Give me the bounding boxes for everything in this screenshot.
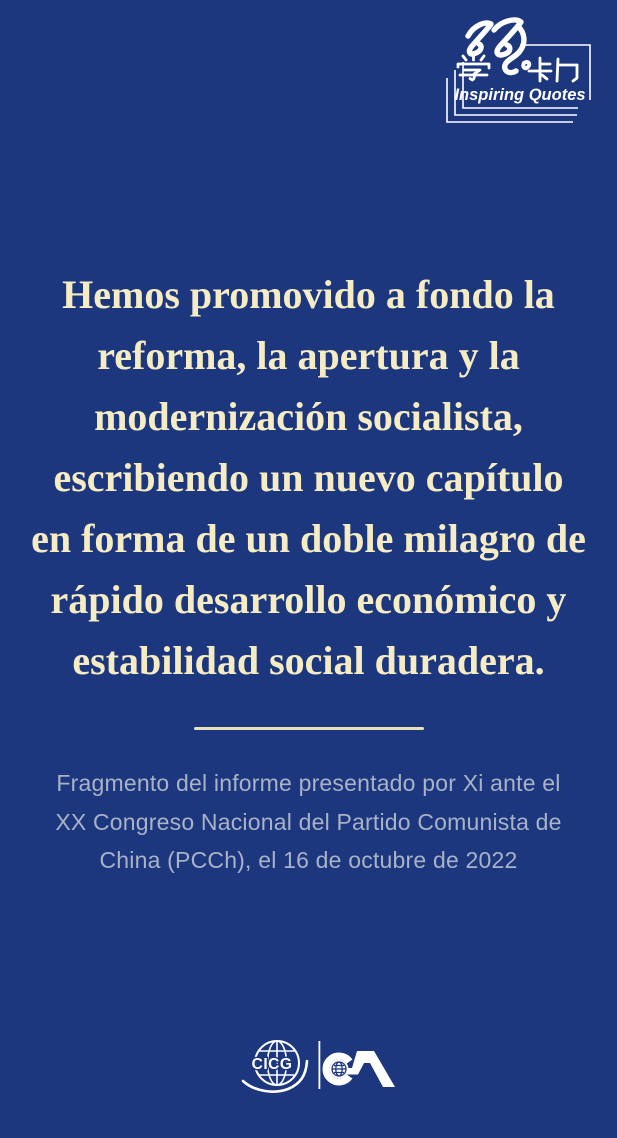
quote-line: escribiendo un nuevo capítulo	[53, 455, 564, 500]
card-stack-frame-icon	[447, 45, 590, 122]
quote-line: estabilidad social duradera.	[72, 638, 545, 683]
attribution-line: China (PCCh), el 16 de octubre de 2022	[99, 847, 518, 874]
quote-line: modernización socialista,	[94, 394, 523, 439]
footer-divider	[319, 1041, 321, 1089]
quote-line: rápido desarrollo económico y	[50, 577, 567, 622]
ca-monogram-logo	[326, 1051, 395, 1087]
quote-line: en forma de un doble milagro de	[31, 516, 586, 561]
attribution-line: Fragmento del informe presentado por Xi ante el	[56, 770, 561, 796]
divider-line	[194, 727, 424, 730]
quote-text	[0, 264, 617, 691]
cicg-label: CICG	[251, 1056, 293, 1073]
cicg-globe-logo	[243, 1041, 307, 1092]
footer-logos	[235, 1035, 405, 1100]
quote-line: reforma, la apertura y la	[97, 333, 520, 378]
quote-line: Hemos promovido a fondo la	[62, 272, 555, 317]
ca-a-shape	[347, 1051, 395, 1087]
logo-tagline: Inspiring Quotes	[454, 86, 586, 104]
attribution-text	[0, 764, 617, 880]
attribution-line: XX Congreso Nacional del Partido Comunista de	[55, 808, 562, 835]
inspiring-quotes-logo	[430, 15, 595, 130]
ka-pian-characters-icon	[529, 58, 577, 81]
